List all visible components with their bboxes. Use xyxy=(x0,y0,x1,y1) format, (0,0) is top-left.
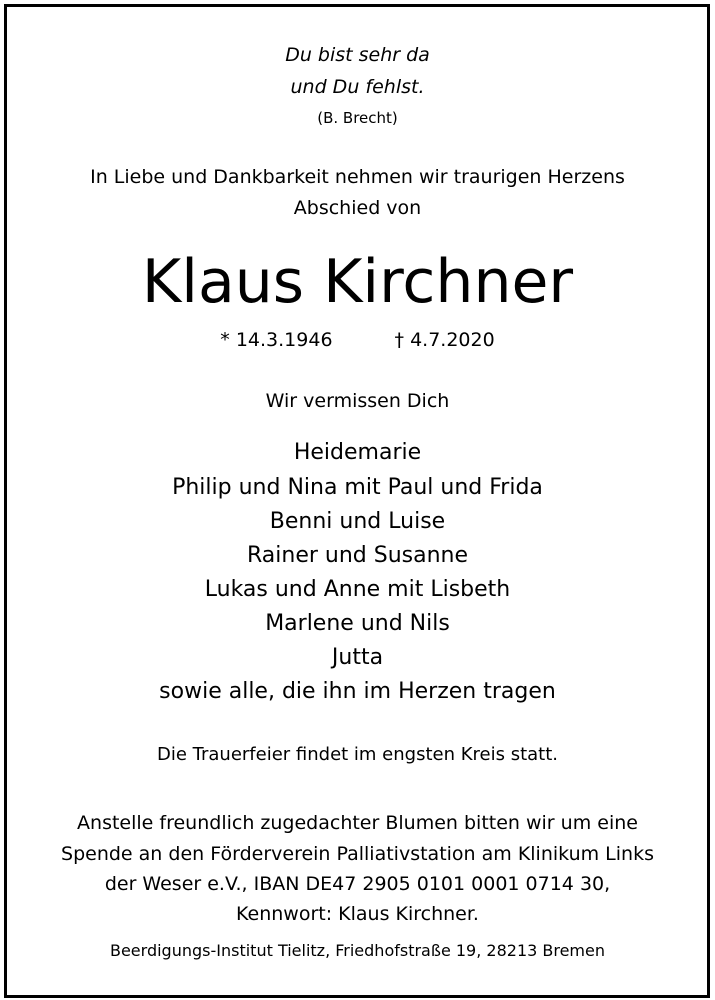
death-date: † 4.7.2020 xyxy=(394,329,495,351)
family-member: Benni und Luise xyxy=(269,509,446,534)
quote-line-1: Du bist sehr da xyxy=(285,44,430,66)
family-member: Rainer und Susanne xyxy=(246,543,469,568)
donation-line: Anstelle freundlich zugedachter Blumen bitten wir um eine xyxy=(77,812,638,834)
family-member: Marlene und Nils xyxy=(265,611,450,636)
family-member: Philip und Nina mit Paul und Frida xyxy=(172,475,543,500)
missing-text: Wir vermissen Dich xyxy=(265,390,450,412)
donation-line: der Weser e.V., IBAN DE47 2905 0101 0001 0714 30, xyxy=(104,873,611,895)
family-member: sowie alle, die ihn im Herzen tragen xyxy=(159,679,556,704)
intro-line-1: In Liebe und Dankbarkeit nehmen wir traurigen Herzens xyxy=(90,166,625,188)
donation-line: Kennwort: Klaus Kirchner. xyxy=(236,903,479,925)
donation-line: Spende an den Förderverein Palliativstation am Klinikum Links xyxy=(61,843,654,865)
quote-line-2: und Du fehlst. xyxy=(290,76,425,98)
deceased-name: Klaus Kirchner xyxy=(141,247,574,317)
life-dates xyxy=(0,331,715,350)
birth-date: * 14.3.1946 xyxy=(220,329,333,351)
funeral-home: Beerdigungs-Institut Tielitz, Friedhofstraße 19, 28213 Bremen xyxy=(109,941,605,960)
intro-line-2: Abschied von xyxy=(293,197,422,219)
family-member: Heidemarie xyxy=(293,440,422,465)
quote-author: (B. Brecht) xyxy=(317,109,398,127)
funeral-notice: Die Trauerfeier findet im engsten Kreis statt. xyxy=(156,744,559,765)
family-member: Lukas und Anne mit Lisbeth xyxy=(204,577,511,602)
family-member: Jutta xyxy=(331,645,384,670)
